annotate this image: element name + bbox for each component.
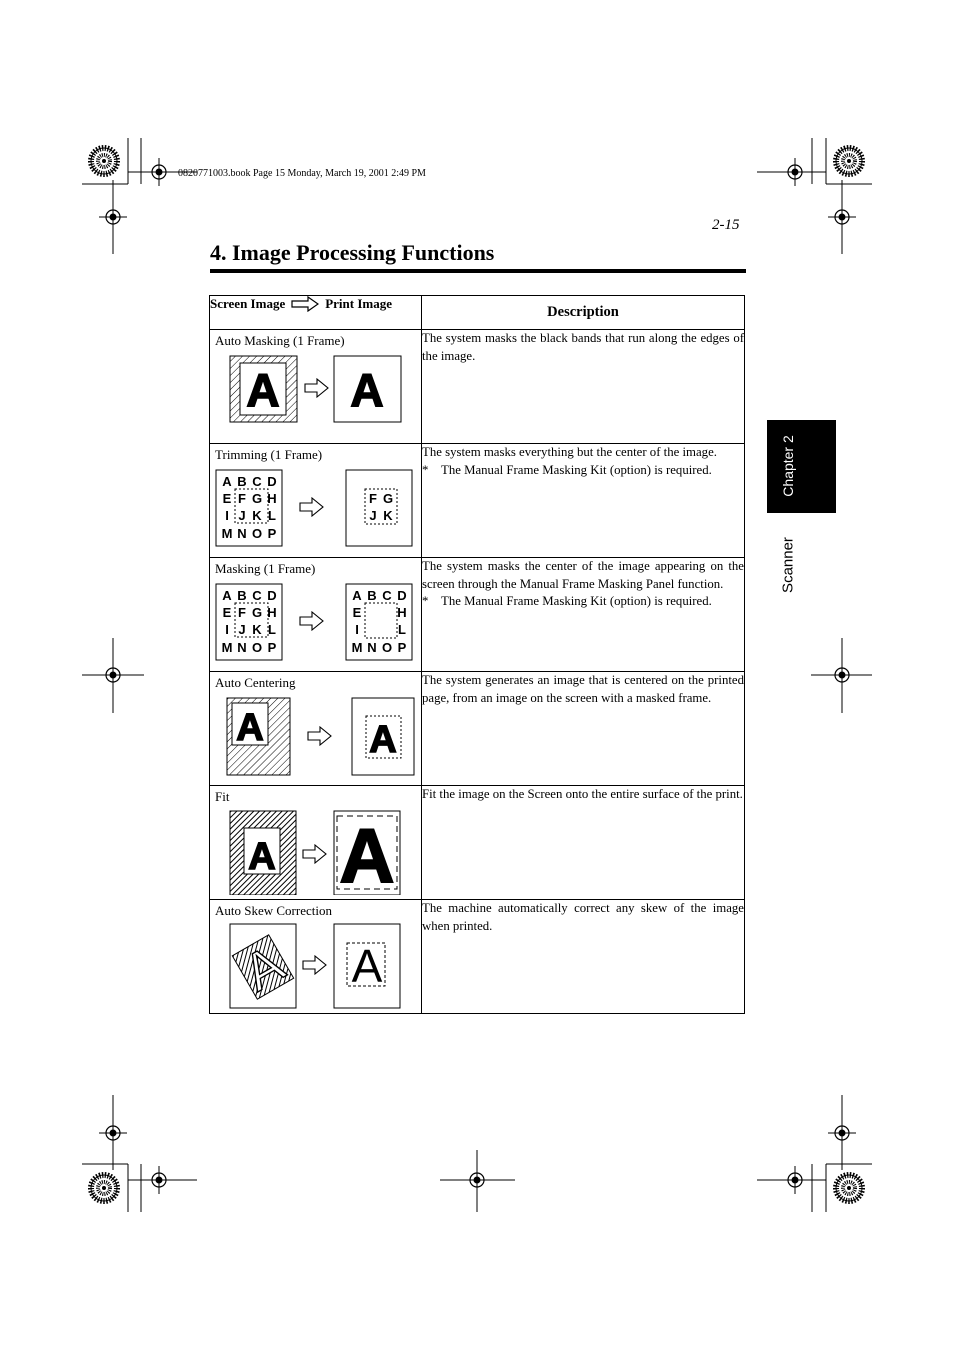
illustration-cell (210, 444, 422, 558)
grid-letter: P (267, 526, 277, 541)
grid-letter: A (222, 588, 232, 603)
description-cell (422, 558, 745, 672)
grid-letter: E (222, 491, 232, 506)
starburst-mark (836, 148, 862, 174)
arrow-right-icon (303, 845, 326, 863)
function-name: Auto Skew Correction (215, 903, 332, 918)
arrow-right-icon (305, 379, 328, 397)
table-row (210, 558, 745, 672)
grid-letter: F (238, 491, 246, 506)
grid-letter: D (267, 588, 277, 603)
grid-letter: H (267, 605, 277, 620)
grid-letter: P (267, 640, 277, 655)
description-text: The machine automatically correct any skew of the image when printed. (422, 901, 744, 933)
description-text: The system generates an image that is centered on the printed page, from an image on the screen with a masked frame. (422, 673, 744, 705)
illustration-cell (210, 900, 422, 1014)
section-label: Scanner (779, 537, 797, 593)
starburst-mark (91, 1175, 117, 1201)
grid-letter: O (381, 640, 393, 655)
grid-letter: G (251, 491, 263, 506)
arrow-right-icon (291, 296, 319, 312)
starburst-mark (91, 148, 117, 174)
title-rule (210, 269, 746, 273)
description-cell (422, 786, 745, 900)
auto-masking-illustration (210, 353, 415, 425)
function-name: Fit (215, 789, 230, 804)
grid-letter: A (222, 474, 232, 489)
note-asterisk: * (422, 462, 429, 477)
grid-letter: N (237, 526, 247, 541)
grid-letter: I (225, 508, 229, 523)
note (422, 593, 744, 611)
description-cell (422, 444, 745, 558)
grid-letter: N (367, 640, 377, 655)
grid-letter: L (268, 622, 276, 637)
letter-a: A (236, 707, 264, 749)
letter-a: A (248, 836, 276, 878)
note-asterisk: * (422, 594, 429, 608)
grid-letter: J (238, 622, 246, 637)
function-name: Masking (1 Frame) (215, 561, 316, 576)
description-cell (422, 900, 745, 1014)
grid-letter: M (351, 640, 363, 655)
table-row (210, 900, 745, 1014)
grid-letter: B (367, 588, 377, 603)
page-title: 4. Image Processing Functions (210, 240, 495, 265)
auto-centering-illustration (210, 695, 415, 777)
file-info: 0820771003.book Page 15 Monday, March 19, 2001 2:49 PM (178, 168, 426, 179)
header-print-image: Print Image (325, 296, 393, 311)
description-cell (422, 672, 745, 786)
grid-letter: M (221, 526, 233, 541)
header-screen-print (210, 296, 422, 330)
note (422, 462, 744, 480)
masking-illustration (210, 581, 415, 663)
arrow-right-icon (303, 956, 326, 974)
table-row (210, 330, 745, 444)
chapter-tab-label: Chapter 2 (780, 435, 796, 497)
grid-letter: K (252, 508, 262, 523)
page-number: 2-15 (712, 217, 740, 233)
arrow-right-icon (300, 498, 323, 516)
grid-letter: B (237, 588, 247, 603)
chapter-tab (767, 420, 836, 513)
letter-a: A (351, 940, 383, 992)
grid-letter: K (252, 622, 262, 637)
grid-letter: D (267, 474, 277, 489)
illustration-cell (210, 786, 422, 900)
grid-letter: E (222, 605, 232, 620)
description-text: Fit the image on the Screen onto the entire surface of the print. (422, 787, 743, 801)
starburst-mark (836, 1175, 862, 1201)
function-name: Trimming (1 Frame) (215, 447, 323, 462)
grid-letter: C (252, 474, 262, 489)
grid-letter: N (237, 640, 247, 655)
header-description: Description (422, 296, 745, 330)
illustration-cell (210, 330, 422, 444)
letter-a: A (339, 814, 395, 895)
grid-letter: L (398, 622, 406, 637)
grid-letter: O (251, 526, 263, 541)
table-row (210, 786, 745, 900)
description-text: The system masks everything but the center of the image. (422, 445, 717, 459)
grid-letter: L (268, 508, 276, 523)
grid-letter: P (397, 640, 407, 655)
grid-letter: B (237, 474, 247, 489)
grid-letter: K (383, 508, 393, 523)
grid-letter: C (382, 588, 392, 603)
table-header-row (210, 296, 745, 330)
grid-letter: G (251, 605, 263, 620)
fit-illustration (210, 809, 415, 895)
description-cell (422, 330, 745, 444)
grid-letter: F (369, 491, 377, 506)
auto-skew-correction-illustration (210, 923, 415, 1009)
letter-a: A (350, 364, 384, 416)
grid-letter: I (355, 622, 359, 637)
table-row (210, 444, 745, 558)
grid-letter: O (251, 640, 263, 655)
functions-table (209, 295, 745, 1014)
header-screen-image: Screen Image (210, 296, 286, 311)
letter-a: A (369, 719, 397, 761)
arrow-right-icon (308, 727, 331, 745)
grid-letter: H (267, 491, 277, 506)
letter-a: A (234, 934, 294, 1003)
letter-a: A (246, 364, 280, 416)
grid-letter: J (369, 508, 377, 523)
arrow-right-icon (300, 612, 323, 630)
description-text: The system masks the black bands that run along the edges of the image. (422, 331, 744, 363)
function-name: Auto Masking (1 Frame) (215, 333, 345, 348)
description-text: The system masks the center of the image appearing on the screen through the Manual Frame Masking Panel function. (422, 559, 744, 591)
grid-letter: E (352, 605, 362, 620)
trimming-illustration (210, 467, 415, 549)
grid-letter: J (238, 508, 246, 523)
illustration-cell (210, 558, 422, 672)
note-text: The Manual Frame Masking Kit (option) is required. (441, 594, 712, 608)
grid-letter: F (238, 605, 246, 620)
illustration-cell (210, 672, 422, 786)
grid-letter: C (252, 588, 262, 603)
grid-letter: M (221, 640, 233, 655)
grid-letter: G (382, 491, 394, 506)
function-name: Auto Centering (215, 675, 296, 690)
grid-letter: H (397, 605, 407, 620)
grid-letter: I (225, 622, 229, 637)
grid-letter: D (397, 588, 407, 603)
note-text: The Manual Frame Masking Kit (option) is required. (441, 462, 712, 477)
grid-letter: A (352, 588, 362, 603)
table-row (210, 672, 745, 786)
